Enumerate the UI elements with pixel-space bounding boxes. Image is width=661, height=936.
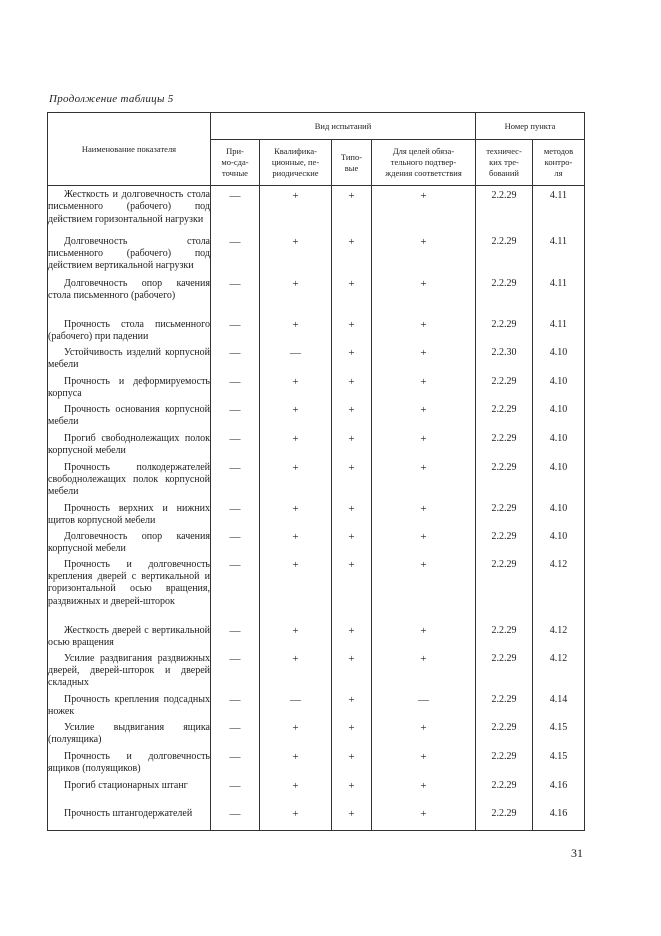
table-row (48, 780, 585, 808)
type-mark: + (332, 186, 372, 236)
certification-mark: + (372, 625, 476, 653)
control-method-number: 4.11 (533, 186, 585, 236)
control-method-number: 4.10 (533, 347, 585, 376)
certification-mark: + (372, 503, 476, 531)
indicator-name: Прочность основания корпусной мебели (48, 404, 211, 433)
control-method-number: 4.16 (533, 808, 585, 831)
tech-requirement-number: 2.2.29 (476, 319, 533, 347)
control-method-number: 4.10 (533, 376, 585, 404)
qualification-mark: + (260, 808, 332, 831)
type-mark: + (332, 376, 372, 404)
type-mark: + (332, 319, 372, 347)
acceptance-mark: — (211, 376, 260, 404)
tech-requirement-number: 2.2.29 (476, 722, 533, 751)
acceptance-mark: — (211, 751, 260, 780)
tech-requirement-number: 2.2.29 (476, 236, 533, 278)
type-mark: + (332, 808, 372, 831)
acceptance-mark: — (211, 531, 260, 559)
indicator-name: Усилие выдвигания ящика (полуящика) (48, 722, 211, 751)
acceptance-mark: — (211, 433, 260, 462)
certification-mark: + (372, 531, 476, 559)
tech-requirement-number: 2.2.29 (476, 780, 533, 808)
qualification-mark: — (260, 347, 332, 376)
tech-requirement-number: 2.2.29 (476, 751, 533, 780)
type-mark: + (332, 653, 372, 694)
tech-requirement-number: 2.2.29 (476, 278, 533, 319)
table-row (48, 462, 585, 503)
indicator-name: Прочность полкодержателей свободнолежащих полок корпусной мебели (48, 462, 211, 503)
acceptance-mark: — (211, 278, 260, 319)
certification-mark: + (372, 376, 476, 404)
qualification-mark: + (260, 531, 332, 559)
certification-mark: + (372, 653, 476, 694)
type-mark: + (332, 278, 372, 319)
acceptance-mark: — (211, 462, 260, 503)
indicator-name: Прочность и долговечность крепления дверей с вертикальной и горизонтальной осью вращения, раздвижных и дверей-шторок (48, 559, 211, 625)
type-mark: + (332, 625, 372, 653)
tech-requirement-number: 2.2.29 (476, 433, 533, 462)
certification-mark: + (372, 319, 476, 347)
control-method-number: 4.11 (533, 278, 585, 319)
certification-mark: + (372, 404, 476, 433)
table-row (48, 319, 585, 347)
tech-requirement-number: 2.2.30 (476, 347, 533, 376)
acceptance-mark: — (211, 186, 260, 236)
control-method-number: 4.10 (533, 462, 585, 503)
table-row (48, 722, 585, 751)
control-method-number: 4.11 (533, 236, 585, 278)
control-method-number: 4.15 (533, 751, 585, 780)
qualification-mark: + (260, 722, 332, 751)
qualification-mark: + (260, 559, 332, 625)
control-method-number: 4.11 (533, 319, 585, 347)
type-mark: + (332, 404, 372, 433)
acceptance-mark: — (211, 347, 260, 376)
acceptance-mark: — (211, 653, 260, 694)
tech-requirement-number: 2.2.29 (476, 503, 533, 531)
qualification-mark: + (260, 433, 332, 462)
page-number: 31 (571, 846, 583, 860)
type-mark: + (332, 531, 372, 559)
table-row (48, 531, 585, 559)
indicator-name: Прочность штангодержателей (48, 808, 211, 831)
certification-mark: + (372, 780, 476, 808)
qualification-mark: + (260, 186, 332, 236)
tech-requirement-number: 2.2.29 (476, 559, 533, 625)
indicator-name: Долговечность опор качения стола письменного (рабочего) (48, 278, 211, 319)
indicator-name: Прочность крепления подсадных ножек (48, 694, 211, 722)
table-caption: Продолжение таблицы 5 (49, 93, 174, 105)
indicator-name: Долговечность опор качения корпусной мебели (48, 531, 211, 559)
acceptance-mark: — (211, 780, 260, 808)
acceptance-mark: — (211, 722, 260, 751)
indicator-name: Прогиб стационарных штанг (48, 780, 211, 808)
certification-mark: + (372, 722, 476, 751)
indicator-name: Долговечность стола письменного (рабочего) под действием вертикальной нагрузки (48, 236, 211, 278)
tech-requirement-number: 2.2.29 (476, 625, 533, 653)
acceptance-mark: — (211, 503, 260, 531)
indicator-name: Прочность и деформируемость корпуса (48, 376, 211, 404)
tech-requirement-number: 2.2.29 (476, 531, 533, 559)
indicator-name: Жесткость и долговечность стола письменного (рабочего) под действием горизонтальной нагрузки (48, 186, 211, 236)
table-row (48, 404, 585, 433)
header-tech-requirements: техничес- ких тре- бований (476, 140, 533, 186)
certification-mark: + (372, 559, 476, 625)
control-method-number: 4.10 (533, 404, 585, 433)
type-mark: + (332, 503, 372, 531)
type-mark: + (332, 236, 372, 278)
type-mark: + (332, 694, 372, 722)
control-method-number: 4.12 (533, 653, 585, 694)
indicator-name: Прочность и долговечность ящиков (полуящиков) (48, 751, 211, 780)
type-mark: + (332, 433, 372, 462)
table-row (48, 751, 585, 780)
type-mark: + (332, 462, 372, 503)
qualification-mark: + (260, 751, 332, 780)
qualification-mark: — (260, 694, 332, 722)
tech-requirement-number: 2.2.29 (476, 186, 533, 236)
qualification-mark: + (260, 503, 332, 531)
header-indicator-name: Наименование показателя (48, 113, 211, 186)
acceptance-mark: — (211, 404, 260, 433)
qualification-mark: + (260, 236, 332, 278)
control-method-number: 4.16 (533, 780, 585, 808)
indicator-name: Устойчивость изделий корпусной мебели (48, 347, 211, 376)
table-row (48, 433, 585, 462)
certification-mark: + (372, 186, 476, 236)
indicator-name: Прогиб свободнолежащих полок корпусной мебели (48, 433, 211, 462)
acceptance-mark: — (211, 694, 260, 722)
certification-mark: + (372, 433, 476, 462)
type-mark: + (332, 722, 372, 751)
acceptance-mark: — (211, 236, 260, 278)
table-row (48, 347, 585, 376)
header-item-number: Номер пункта (476, 113, 585, 140)
certification-mark: + (372, 347, 476, 376)
table-row (48, 625, 585, 653)
table-row (48, 186, 585, 236)
qualification-mark: + (260, 319, 332, 347)
control-method-number: 4.10 (533, 433, 585, 462)
indicator-name: Прочность стола письменного (рабочего) при падении (48, 319, 211, 347)
table-row (48, 559, 585, 625)
indicator-name: Усилие раздвигания раздвижных дверей, дверей-шторок и дверей складных (48, 653, 211, 694)
control-method-number: 4.14 (533, 694, 585, 722)
indicators-table (47, 112, 585, 831)
tech-requirement-number: 2.2.29 (476, 808, 533, 831)
certification-mark: + (372, 808, 476, 831)
tech-requirement-number: 2.2.29 (476, 376, 533, 404)
tech-requirement-number: 2.2.29 (476, 694, 533, 722)
header-qualification: Квалифика- ционные, пе- риодические (260, 140, 332, 186)
qualification-mark: + (260, 278, 332, 319)
control-method-number: 4.12 (533, 559, 585, 625)
table-row (48, 808, 585, 831)
tech-requirement-number: 2.2.29 (476, 462, 533, 503)
qualification-mark: + (260, 376, 332, 404)
type-mark: + (332, 559, 372, 625)
header-control-methods: методов контро- ля (533, 140, 585, 186)
type-mark: + (332, 347, 372, 376)
certification-mark: + (372, 278, 476, 319)
qualification-mark: + (260, 653, 332, 694)
table-row (48, 278, 585, 319)
tech-requirement-number: 2.2.29 (476, 653, 533, 694)
table-row (48, 236, 585, 278)
control-method-number: 4.15 (533, 722, 585, 751)
control-method-number: 4.12 (533, 625, 585, 653)
tech-requirement-number: 2.2.29 (476, 404, 533, 433)
qualification-mark: + (260, 462, 332, 503)
type-mark: + (332, 751, 372, 780)
header-acceptance: При- мо-сда- точные (211, 140, 260, 186)
header-type: Типо- вые (332, 140, 372, 186)
acceptance-mark: — (211, 808, 260, 831)
header-certification: Для целей обяза- тельного подтвер- ждения соответствия (372, 140, 476, 186)
certification-mark: + (372, 751, 476, 780)
certification-mark: — (372, 694, 476, 722)
header-test-type: Вид испытаний (211, 113, 476, 140)
acceptance-mark: — (211, 625, 260, 653)
control-method-number: 4.10 (533, 531, 585, 559)
indicator-name: Жесткость дверей с вертикальной осью вращения (48, 625, 211, 653)
acceptance-mark: — (211, 319, 260, 347)
table-row (48, 653, 585, 694)
indicator-name: Прочность верхних и нижних щитов корпусной мебели (48, 503, 211, 531)
certification-mark: + (372, 462, 476, 503)
acceptance-mark: — (211, 559, 260, 625)
control-method-number: 4.10 (533, 503, 585, 531)
qualification-mark: + (260, 404, 332, 433)
type-mark: + (332, 780, 372, 808)
table-row (48, 503, 585, 531)
certification-mark: + (372, 236, 476, 278)
table-row (48, 376, 585, 404)
qualification-mark: + (260, 625, 332, 653)
qualification-mark: + (260, 780, 332, 808)
table-row (48, 694, 585, 722)
